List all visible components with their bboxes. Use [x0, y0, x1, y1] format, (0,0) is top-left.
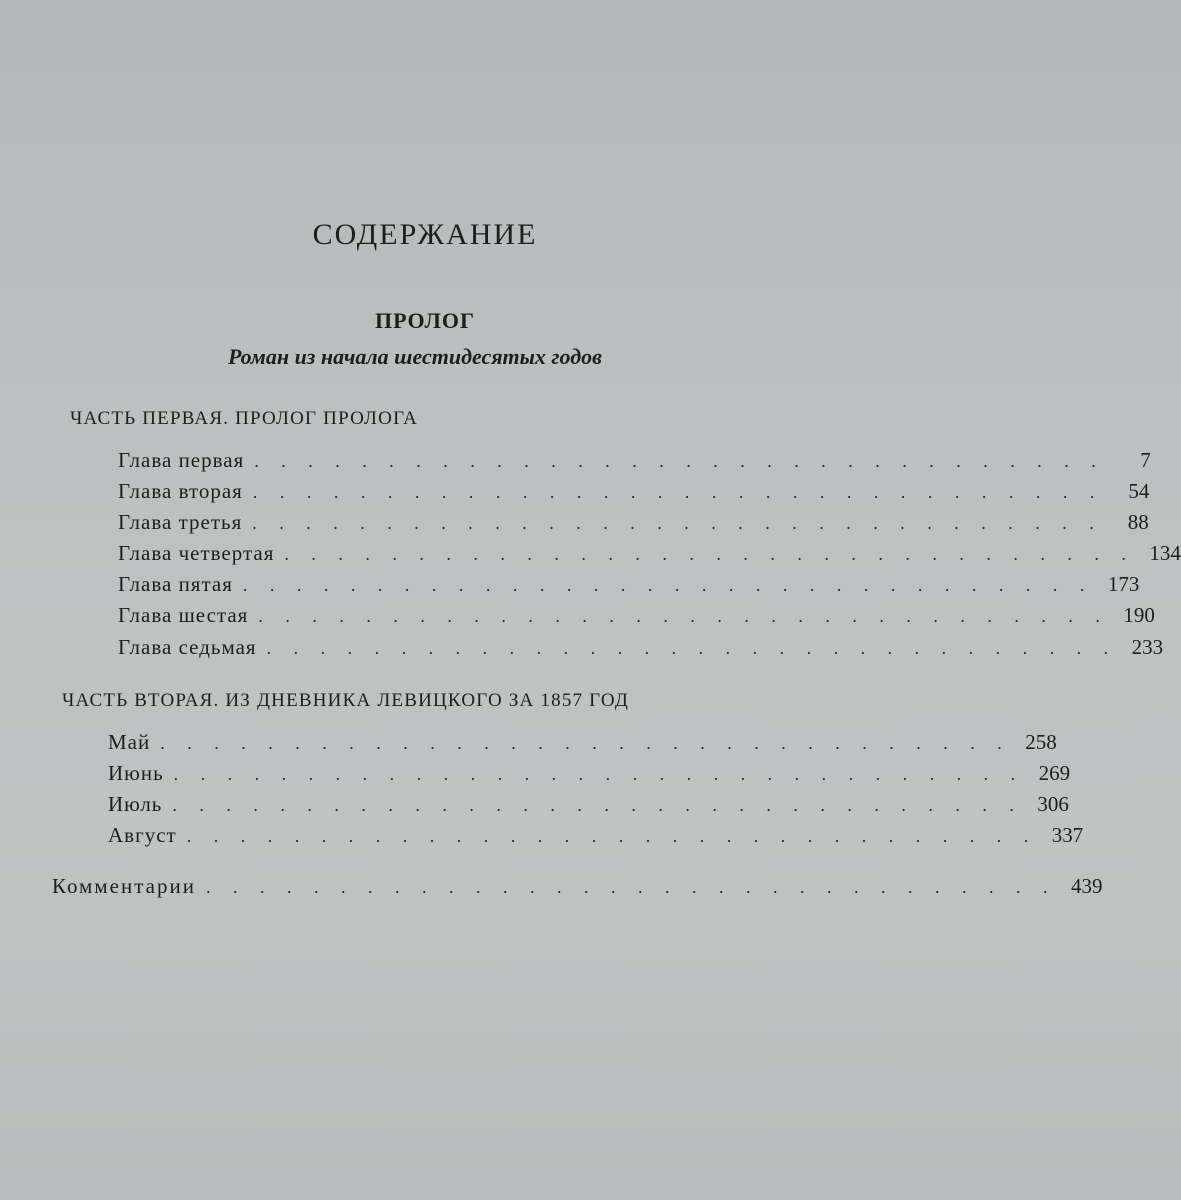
toc-entry — [108, 730, 1057, 755]
toc-entry-page: 306 — [1037, 792, 1069, 816]
toc-entry-label: Глава пятая — [118, 572, 233, 596]
dot-leader: . . . . . . . . . . . . . . . . . . . . . . . . . . . . . . . . — [254, 451, 1105, 471]
toc-entry-label: Глава шестая — [118, 603, 249, 627]
toc-entry-label: Июль — [108, 792, 163, 816]
dot-leader: . . . . . . . . . . . . . . . . . . . . . . . . . . . . . . . . — [172, 795, 1023, 815]
toc-entry-page: 190 — [1123, 603, 1155, 627]
toc-entry-label: Май — [108, 730, 151, 754]
toc-entry-page: 337 — [1051, 823, 1084, 847]
toc-entry-page: 7 — [1140, 448, 1151, 472]
toc-entry-comments — [52, 874, 1103, 899]
toc-entry — [118, 635, 1164, 660]
toc-entry-label: Комментарии — [52, 874, 196, 898]
toc-entry — [118, 603, 1155, 628]
toc-entry-label: Глава третья — [118, 510, 243, 534]
toc-entry-page: 54 — [1128, 479, 1150, 503]
dot-leader: . . . . . . . . . . . . . . . . . . . . . . . . . . . . . . . . — [266, 638, 1118, 658]
book-title: ПРОЛОГ — [375, 308, 475, 333]
toc-entry — [108, 761, 1071, 786]
toc-entry-page: 173 — [1107, 572, 1140, 596]
toc-entry-page: 439 — [1070, 874, 1103, 898]
dot-leader: . . . . . . . . . . . . . . . . . . . . . . . . . . . . . . . . — [252, 513, 1103, 533]
toc-entry — [118, 541, 1181, 566]
toc-entry-label: Глава четвертая — [118, 541, 275, 565]
dot-leader: . . . . . . . . . . . . . . . . . . . . . . . . . . . . . . . . — [205, 877, 1057, 897]
dot-leader: . . . . . . . . . . . . . . . . . . . . . . . . . . . . . . . . — [258, 606, 1109, 626]
toc-entry — [108, 823, 1084, 848]
dot-leader: . . . . . . . . . . . . . . . . . . . . . . . . . . . . . . . . — [252, 482, 1104, 502]
book-subtitle: Роман из начала шестидесятых годов — [227, 344, 603, 369]
toc-entry — [108, 792, 1069, 817]
part-two-heading: ЧАСТЬ ВТОРАЯ. ИЗ ДНЕВНИКА ЛЕВИЦКОГО ЗА 1857 ГОД — [62, 690, 630, 711]
dot-leader: . . . . . . . . . . . . . . . . . . . . . . . . . . . . . . . . — [173, 764, 1025, 784]
toc-entry-label: Глава первая — [118, 448, 245, 472]
toc-entry-page: 88 — [1127, 510, 1149, 534]
dot-leader: . . . . . . . . . . . . . . . . . . . . . . . . . . . . . . . . — [242, 575, 1094, 595]
toc-entry — [118, 572, 1140, 597]
toc-entry — [118, 510, 1149, 535]
dot-leader: . . . . . . . . . . . . . . . . . . . . . . . . . . . . . . . . — [186, 826, 1038, 846]
toc-entry-label: Август — [108, 823, 177, 847]
contents-title: СОДЕРЖАНИЕ — [312, 218, 538, 251]
toc-entry-page: 134 — [1149, 541, 1181, 565]
toc-entry-label: Глава вторая — [118, 479, 243, 503]
part-one-heading: ЧАСТЬ ПЕРВАЯ. ПРОЛОГ ПРОЛОГА — [70, 408, 419, 429]
toc-entry-label: Глава седьмая — [118, 635, 257, 659]
toc-entry — [118, 479, 1150, 504]
toc-entry-page: 258 — [1025, 730, 1057, 754]
toc-entry-label: Июнь — [108, 761, 164, 785]
dot-leader: . . . . . . . . . . . . . . . . . . . . . . . . . . . . . . . . — [284, 544, 1135, 564]
toc-entry — [118, 448, 1151, 473]
toc-entry-page: 269 — [1038, 761, 1071, 785]
dot-leader: . . . . . . . . . . . . . . . . . . . . . . . . . . . . . . . . — [160, 733, 1011, 753]
toc-entry-page: 233 — [1131, 635, 1164, 659]
